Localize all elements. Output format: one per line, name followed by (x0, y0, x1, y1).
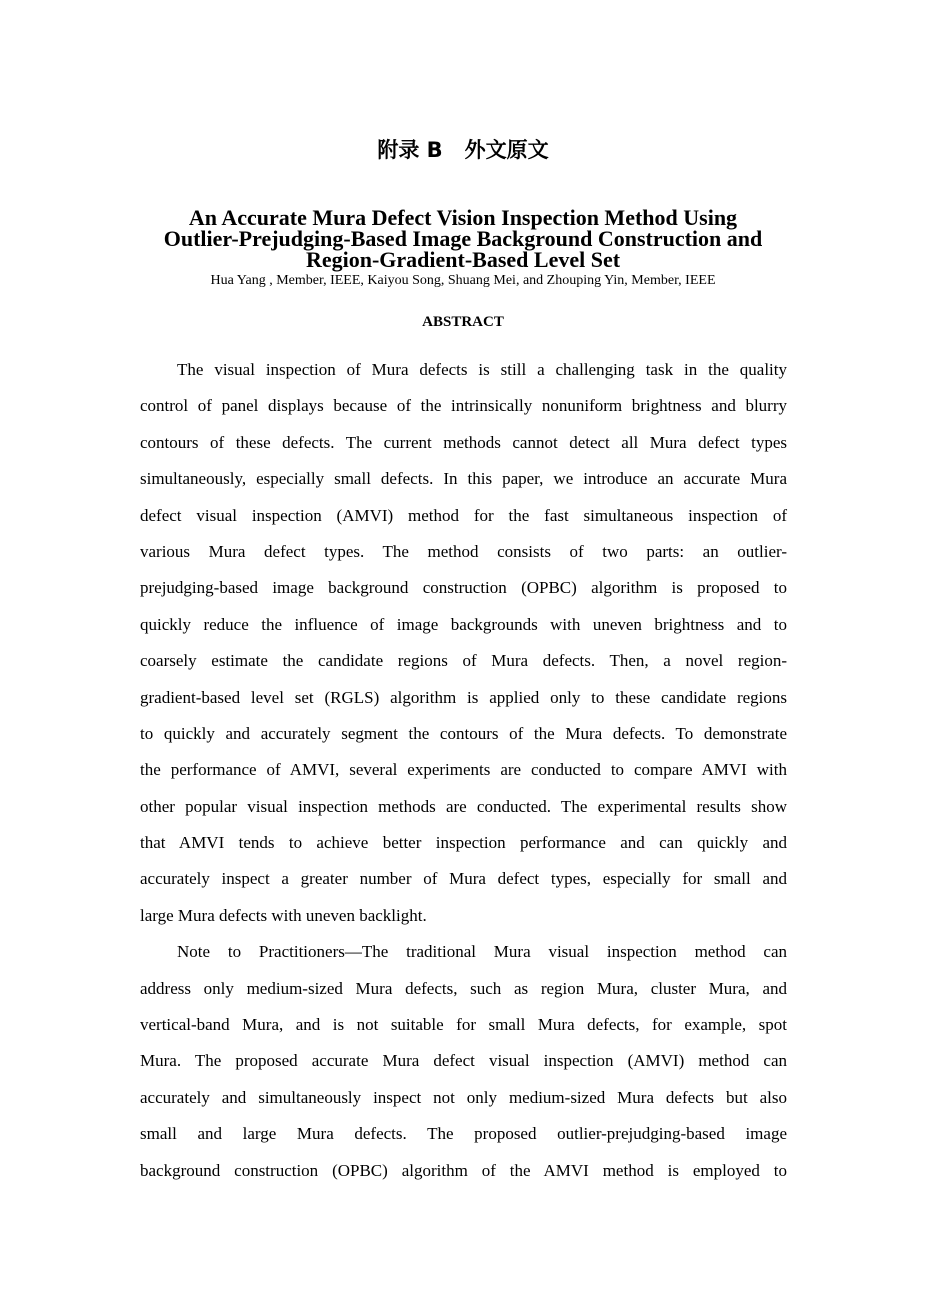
text-line: to quickly and accurately segment the contours of the Mura defects. To demonstrate (140, 723, 787, 743)
text-line: quickly reduce the influence of image backgrounds with uneven brightness and to (140, 614, 787, 634)
text-line: Mura. The proposed accurate Mura defect visual inspection (AMVI) method can (140, 1051, 787, 1071)
text-line: prejudging-based image background construction (OPBC) algorithm is proposed to (140, 578, 787, 598)
paper-title-line: An Accurate Mura Defect Vision Inspection Method Using (188, 205, 738, 230)
paper-title-line: Region-Gradient-Based Level Set (305, 247, 621, 272)
text-line: other popular visual inspection methods are conducted. The experimental results show (140, 796, 787, 816)
text-line: that AMVI tends to achieve better inspection performance and can quickly and (140, 833, 787, 853)
text-line: gradient-based level set (RGLS) algorithm is applied only to these candidate regions (140, 687, 787, 707)
text-line: control of panel displays because of the intrinsically nonuniform brightness and blurry (140, 396, 787, 416)
text-line: Note to Practitioners—The traditional Mura visual inspection method can (177, 942, 787, 962)
abstract-body (140, 352, 787, 1189)
paper-title-line: Outlier-Prejudging-Based Image Background Construction and (163, 226, 763, 251)
text-line: contours of these defects. The current methods cannot detect all Mura defect types (140, 432, 787, 452)
text-line: various Mura defect types. The method consists of two parts: an outlier- (140, 541, 787, 561)
text-line: address only medium-sized Mura defects, such as region Mura, cluster Mura, and (140, 978, 787, 998)
text-line: simultaneously, especially small defects. In this paper, we introduce an accurate Mura (140, 469, 787, 489)
text-line: coarsely estimate the candidate regions of Mura defects. Then, a novel region- (140, 651, 787, 671)
appendix-heading: 附录 B 外文原文 (377, 138, 549, 162)
text-line: accurately and simultaneously inspect not only medium-sized Mura defects but also (140, 1087, 787, 1107)
text-line: defect visual inspection (AMVI) method for the fast simultaneous inspection of (140, 505, 787, 525)
text-line: small and large Mura defects. The proposed outlier-prejudging-based image (140, 1124, 787, 1144)
text-line: background construction (OPBC) algorithm of the AMVI method is employed to (140, 1160, 787, 1180)
text-line: The visual inspection of Mura defects is still a challenging task in the quality (177, 360, 787, 379)
text-line: large Mura defects with uneven backlight. (140, 905, 427, 925)
abstract-paragraph (140, 352, 787, 934)
paper-authors: Hua Yang , Member, IEEE, Kaiyou Song, Shuang Mei, and Zhouping Yin, Member, IEEE (210, 273, 716, 288)
text-line: vertical-band Mura, and is not suitable for small Mura defects, for example, spot (140, 1015, 787, 1035)
note-to-practitioners-paragraph (140, 934, 787, 1189)
text-line: the performance of AMVI, several experiments are conducted to compare AMVI with (140, 760, 787, 780)
abstract-heading: ABSTRACT (422, 314, 504, 330)
text-line: accurately inspect a greater number of Mura defect types, especially for small and (140, 869, 787, 889)
paper-title (100, 207, 826, 270)
